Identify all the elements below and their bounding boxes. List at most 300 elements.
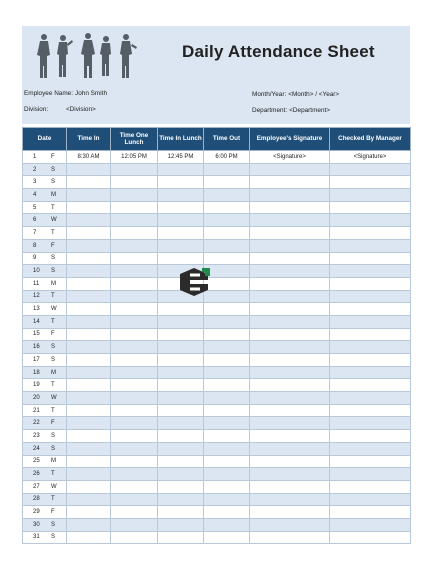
column-header-time-in-lunch: Time In Lunch [158, 128, 204, 151]
employee-signature-cell[interactable] [250, 189, 330, 202]
table-row [23, 392, 411, 405]
employee-signature-cell[interactable] [250, 290, 330, 303]
lunch-in-cell[interactable] [158, 518, 204, 531]
time-out-cell[interactable] [204, 379, 250, 392]
table-row [23, 379, 411, 392]
day-of-week: M [51, 280, 56, 287]
date-cell[interactable] [23, 417, 67, 430]
employee-signature-cell[interactable] [250, 531, 330, 544]
time-in-cell[interactable] [67, 531, 111, 544]
date-cell[interactable] [23, 214, 67, 227]
manager-signature-cell[interactable] [330, 518, 411, 531]
time-in-cell[interactable] [67, 176, 111, 189]
lunch-in-cell[interactable] [158, 480, 204, 493]
lunch-out-cell[interactable] [111, 303, 158, 316]
time-in-cell[interactable] [67, 455, 111, 468]
time-in-cell[interactable] [67, 404, 111, 417]
table-row [23, 480, 411, 493]
lunch-out-cell[interactable] [111, 531, 158, 544]
lunch-out-cell[interactable] [111, 315, 158, 328]
lunch-out-cell[interactable] [111, 404, 158, 417]
time-in-cell[interactable] [67, 189, 111, 202]
employee-signature-cell[interactable] [250, 265, 330, 278]
time-out-cell[interactable] [204, 341, 250, 354]
time-in-cell[interactable] [67, 417, 111, 430]
lunch-out-cell[interactable] [111, 189, 158, 202]
day-of-week: T [51, 229, 55, 236]
employee-signature-cell[interactable] [250, 404, 330, 417]
time-in-cell[interactable] [67, 227, 111, 240]
employee-name-value: John Smith [75, 90, 108, 97]
time-in-cell[interactable] [67, 341, 111, 354]
lunch-out-cell[interactable] [111, 392, 158, 405]
column-header-checked-by-manager: Checked By Manager [330, 128, 411, 151]
lunch-in-cell[interactable] [158, 404, 204, 417]
lunch-in-cell[interactable] [158, 214, 204, 227]
manager-signature-cell[interactable] [330, 290, 411, 303]
day-number: 25 [33, 458, 40, 465]
manager-signature-cell[interactable] [330, 468, 411, 481]
table-row [23, 366, 411, 379]
employee-signature-cell[interactable] [250, 506, 330, 519]
day-number: 30 [33, 521, 40, 528]
employee-signature-cell[interactable] [250, 468, 330, 481]
lunch-out-cell[interactable] [111, 442, 158, 455]
date-cell[interactable] [23, 189, 67, 202]
day-number: 27 [33, 483, 40, 490]
employee-signature-cell[interactable] [250, 480, 330, 493]
day-of-week: M [51, 369, 56, 376]
time-in-cell[interactable] [67, 379, 111, 392]
attendance-sheet [22, 26, 410, 541]
manager-signature-cell[interactable] [330, 176, 411, 189]
manager-signature-cell[interactable] [330, 404, 411, 417]
lunch-in-cell[interactable] [158, 303, 204, 316]
date-cell[interactable] [23, 531, 67, 544]
manager-signature-cell[interactable] [330, 214, 411, 227]
manager-signature-cell[interactable] [330, 531, 411, 544]
date-cell[interactable] [23, 201, 67, 214]
lunch-in-cell[interactable] [158, 493, 204, 506]
time-out-cell[interactable] [204, 468, 250, 481]
day-of-week: F [51, 509, 55, 516]
lunch-in-cell[interactable] [158, 379, 204, 392]
lunch-in-cell[interactable] [158, 366, 204, 379]
day-number: 9 [33, 255, 37, 262]
date-cell[interactable] [23, 328, 67, 341]
lunch-in-cell[interactable] [158, 252, 204, 265]
department-label: Department: [252, 107, 288, 114]
month-year-value: <Month> / <Year> [288, 91, 340, 98]
employee-signature-cell[interactable] [250, 303, 330, 316]
time-out-cell[interactable] [204, 417, 250, 430]
table-row [23, 315, 411, 328]
time-in-cell[interactable] [67, 468, 111, 481]
date-cell[interactable] [23, 151, 67, 164]
table-row [23, 404, 411, 417]
time-in-cell[interactable] [67, 430, 111, 443]
table-row [23, 227, 411, 240]
time-in-cell[interactable] [67, 201, 111, 214]
table-row [23, 506, 411, 519]
manager-signature-cell[interactable] [330, 354, 411, 367]
date-cell[interactable] [23, 430, 67, 443]
table-row [23, 189, 411, 202]
table-row [23, 265, 411, 278]
date-cell[interactable] [23, 239, 67, 252]
table-row [23, 176, 411, 189]
employee-signature-cell[interactable] [250, 379, 330, 392]
manager-signature-cell[interactable] [330, 328, 411, 341]
column-header-time-in: Time In [67, 128, 111, 151]
lunch-out-cell[interactable] [111, 379, 158, 392]
employee-signature-cell[interactable] [250, 214, 330, 227]
time-out-cell[interactable] [204, 252, 250, 265]
day-of-week: T [51, 204, 55, 211]
date-cell[interactable] [23, 480, 67, 493]
time-out-cell[interactable] [204, 531, 250, 544]
employee-signature-cell[interactable] [250, 201, 330, 214]
lunch-out-cell[interactable]: 12:05 PM [111, 151, 158, 164]
time-out-cell[interactable] [204, 366, 250, 379]
manager-signature-cell[interactable] [330, 227, 411, 240]
lunch-in-cell[interactable] [158, 430, 204, 443]
table-row [23, 277, 411, 290]
time-in-cell[interactable] [67, 366, 111, 379]
day-of-week: S [51, 179, 56, 186]
month-year-field [252, 91, 339, 98]
manager-signature-cell[interactable] [330, 303, 411, 316]
lunch-out-cell[interactable] [111, 239, 158, 252]
lunch-out-cell[interactable] [111, 277, 158, 290]
time-out-cell[interactable] [204, 227, 250, 240]
employee-signature-cell[interactable] [250, 239, 330, 252]
lunch-in-cell[interactable] [158, 315, 204, 328]
day-of-week: W [51, 483, 57, 490]
day-of-week: T [51, 293, 55, 300]
day-of-week: S [51, 432, 56, 439]
manager-signature-cell[interactable] [330, 239, 411, 252]
day-number: 6 [33, 217, 37, 224]
date-cell[interactable] [23, 404, 67, 417]
manager-signature-cell[interactable] [330, 506, 411, 519]
date-cell[interactable] [23, 163, 67, 176]
time-out-cell[interactable] [204, 189, 250, 202]
lunch-out-cell[interactable] [111, 366, 158, 379]
department-value: <Department> [289, 107, 331, 114]
day-of-week: W [51, 217, 57, 224]
employee-signature-cell[interactable] [250, 455, 330, 468]
date-cell[interactable] [23, 442, 67, 455]
time-in-cell[interactable] [67, 252, 111, 265]
day-number: 15 [33, 331, 40, 338]
date-cell[interactable] [23, 341, 67, 354]
employee-signature-cell[interactable] [250, 252, 330, 265]
table-row [23, 290, 411, 303]
lunch-in-cell[interactable] [158, 417, 204, 430]
day-of-week: T [51, 318, 55, 325]
time-in-cell[interactable] [67, 163, 111, 176]
lunch-in-cell[interactable] [158, 468, 204, 481]
table-row [23, 417, 411, 430]
time-in-cell[interactable] [67, 392, 111, 405]
time-in-cell[interactable] [67, 239, 111, 252]
lunch-out-cell[interactable] [111, 201, 158, 214]
time-out-cell[interactable] [204, 442, 250, 455]
manager-signature-cell[interactable] [330, 189, 411, 202]
date-cell[interactable] [23, 290, 67, 303]
time-in-cell[interactable] [67, 303, 111, 316]
employee-name-field [24, 90, 107, 97]
date-cell[interactable] [23, 176, 67, 189]
time-out-cell[interactable] [204, 176, 250, 189]
time-in-cell[interactable] [67, 277, 111, 290]
date-cell[interactable] [23, 379, 67, 392]
day-number: 5 [33, 204, 37, 211]
table-row [23, 151, 411, 164]
day-of-week: S [51, 521, 56, 528]
time-in-cell[interactable] [67, 518, 111, 531]
division-label: Division: [24, 106, 49, 113]
time-in-cell[interactable] [67, 480, 111, 493]
day-number: 3 [33, 179, 37, 186]
time-out-cell[interactable] [204, 480, 250, 493]
time-out-cell[interactable] [204, 315, 250, 328]
time-in-cell[interactable] [67, 315, 111, 328]
column-header-time-out: Time Out [204, 128, 250, 151]
date-cell[interactable] [23, 366, 67, 379]
time-out-cell[interactable] [204, 354, 250, 367]
day-number: 31 [33, 534, 40, 541]
time-in-cell[interactable] [67, 506, 111, 519]
manager-signature-cell[interactable] [330, 201, 411, 214]
date-cell[interactable] [23, 252, 67, 265]
day-number: 18 [33, 369, 40, 376]
time-in-cell[interactable] [67, 354, 111, 367]
lunch-out-cell[interactable] [111, 480, 158, 493]
manager-signature-cell[interactable] [330, 442, 411, 455]
lunch-in-cell[interactable] [158, 341, 204, 354]
table-row [23, 354, 411, 367]
table-row [23, 163, 411, 176]
employee-signature-cell[interactable] [250, 442, 330, 455]
day-number: 14 [33, 318, 40, 325]
table-row [23, 442, 411, 455]
time-out-cell[interactable] [204, 214, 250, 227]
date-cell[interactable] [23, 277, 67, 290]
lunch-out-cell[interactable] [111, 265, 158, 278]
date-cell[interactable] [23, 265, 67, 278]
manager-signature-cell[interactable] [330, 277, 411, 290]
day-number: 1 [33, 153, 37, 160]
day-number: 2 [33, 166, 37, 173]
time-out-cell[interactable] [204, 163, 250, 176]
time-in-cell[interactable] [67, 493, 111, 506]
lunch-in-cell[interactable] [158, 239, 204, 252]
lunch-out-cell[interactable] [111, 455, 158, 468]
employee-signature-cell[interactable] [250, 417, 330, 430]
manager-signature-cell[interactable] [330, 252, 411, 265]
manager-signature-cell[interactable] [330, 265, 411, 278]
day-number: 12 [33, 293, 40, 300]
date-cell[interactable] [23, 354, 67, 367]
time-out-cell[interactable] [204, 303, 250, 316]
lunch-out-cell[interactable] [111, 417, 158, 430]
lunch-in-cell[interactable] [158, 531, 204, 544]
lunch-in-cell[interactable] [158, 442, 204, 455]
time-in-cell[interactable] [67, 290, 111, 303]
date-cell[interactable] [23, 506, 67, 519]
manager-signature-cell[interactable] [330, 315, 411, 328]
date-cell[interactable] [23, 493, 67, 506]
date-cell[interactable] [23, 392, 67, 405]
employee-signature-cell[interactable] [250, 277, 330, 290]
lunch-in-cell[interactable]: 12:45 PM [158, 151, 204, 164]
lunch-in-cell[interactable] [158, 176, 204, 189]
date-cell[interactable] [23, 315, 67, 328]
day-number: 4 [33, 191, 37, 198]
lunch-out-cell[interactable] [111, 163, 158, 176]
day-number: 17 [33, 356, 40, 363]
time-out-cell[interactable] [204, 201, 250, 214]
employee-signature-cell[interactable] [250, 315, 330, 328]
lunch-out-cell[interactable] [111, 493, 158, 506]
manager-signature-cell[interactable] [330, 417, 411, 430]
day-number: 19 [33, 382, 40, 389]
logo-watermark-icon [178, 266, 212, 298]
day-number: 22 [33, 420, 40, 427]
time-out-cell[interactable] [204, 239, 250, 252]
lunch-in-cell[interactable] [158, 201, 204, 214]
day-of-week: S [51, 344, 56, 351]
lunch-out-cell[interactable] [111, 430, 158, 443]
lunch-out-cell[interactable] [111, 252, 158, 265]
column-header-time-one-lunch: Time One Lunch [111, 128, 158, 151]
manager-signature-cell[interactable] [330, 480, 411, 493]
manager-signature-cell[interactable] [330, 163, 411, 176]
date-cell[interactable] [23, 468, 67, 481]
day-number: 28 [33, 496, 40, 503]
department-field [252, 107, 330, 114]
month-year-label: Month/Year: [252, 91, 287, 98]
manager-signature-cell[interactable] [330, 455, 411, 468]
manager-signature-cell[interactable] [330, 392, 411, 405]
employee-signature-cell[interactable] [250, 366, 330, 379]
lunch-out-cell[interactable] [111, 506, 158, 519]
day-number: 20 [33, 394, 40, 401]
lunch-out-cell[interactable] [111, 354, 158, 367]
time-out-cell[interactable] [204, 392, 250, 405]
employee-signature-cell[interactable]: <Signature> [250, 151, 330, 164]
manager-signature-cell[interactable] [330, 430, 411, 443]
lunch-out-cell[interactable] [111, 214, 158, 227]
lunch-in-cell[interactable] [158, 455, 204, 468]
employee-signature-cell[interactable] [250, 518, 330, 531]
employee-signature-cell[interactable] [250, 328, 330, 341]
day-of-week: M [51, 191, 56, 198]
manager-signature-cell[interactable] [330, 366, 411, 379]
table-row [23, 214, 411, 227]
lunch-out-cell[interactable] [111, 518, 158, 531]
time-out-cell[interactable] [204, 430, 250, 443]
table-row [23, 455, 411, 468]
lunch-out-cell[interactable] [111, 290, 158, 303]
date-cell[interactable] [23, 455, 67, 468]
table-row [23, 328, 411, 341]
time-in-cell[interactable] [67, 214, 111, 227]
time-out-cell[interactable] [204, 404, 250, 417]
day-of-week: S [51, 268, 56, 275]
time-out-cell[interactable] [204, 506, 250, 519]
day-number: 29 [33, 509, 40, 516]
employee-signature-cell[interactable] [250, 430, 330, 443]
employee-name-label: Employee Name: [24, 90, 74, 97]
table-row [23, 239, 411, 252]
manager-signature-cell[interactable] [330, 379, 411, 392]
time-out-cell[interactable] [204, 328, 250, 341]
time-out-cell[interactable]: 6:00 PM [204, 151, 250, 164]
date-cell[interactable] [23, 518, 67, 531]
lunch-out-cell[interactable] [111, 341, 158, 354]
lunch-in-cell[interactable] [158, 392, 204, 405]
lunch-out-cell[interactable] [111, 468, 158, 481]
manager-signature-cell[interactable] [330, 493, 411, 506]
division-value: <Division> [65, 106, 96, 113]
employee-signature-cell[interactable] [250, 354, 330, 367]
employee-signature-cell[interactable] [250, 392, 330, 405]
lunch-in-cell[interactable] [158, 163, 204, 176]
employee-signature-cell[interactable] [250, 227, 330, 240]
day-of-week: F [51, 242, 55, 249]
day-number: 26 [33, 471, 40, 478]
day-number: 16 [33, 344, 40, 351]
time-in-cell[interactable] [67, 328, 111, 341]
lunch-out-cell[interactable] [111, 227, 158, 240]
employee-signature-cell[interactable] [250, 493, 330, 506]
table-row [23, 341, 411, 354]
day-of-week: F [51, 420, 55, 427]
lunch-out-cell[interactable] [111, 176, 158, 189]
table-row [23, 531, 411, 544]
lunch-in-cell[interactable] [158, 227, 204, 240]
lunch-out-cell[interactable] [111, 328, 158, 341]
lunch-in-cell[interactable] [158, 506, 204, 519]
day-of-week: W [51, 306, 57, 313]
lunch-in-cell[interactable] [158, 189, 204, 202]
day-of-week: F [51, 331, 55, 338]
manager-signature-cell[interactable]: <Signature> [330, 151, 411, 164]
lunch-in-cell[interactable] [158, 354, 204, 367]
day-number: 7 [33, 229, 37, 236]
employee-signature-cell[interactable] [250, 163, 330, 176]
day-number: 13 [33, 306, 40, 313]
time-in-cell[interactable] [67, 442, 111, 455]
time-out-cell[interactable] [204, 455, 250, 468]
employee-signature-cell[interactable] [250, 341, 330, 354]
manager-signature-cell[interactable] [330, 341, 411, 354]
time-out-cell[interactable] [204, 493, 250, 506]
time-out-cell[interactable] [204, 518, 250, 531]
date-cell[interactable] [23, 303, 67, 316]
time-in-cell[interactable] [67, 265, 111, 278]
page-title: Daily Attendance Sheet [182, 42, 375, 61]
day-number: 11 [33, 280, 40, 287]
attendance-table [22, 127, 411, 544]
lunch-in-cell[interactable] [158, 328, 204, 341]
date-cell[interactable] [23, 227, 67, 240]
employee-signature-cell[interactable] [250, 176, 330, 189]
time-in-cell[interactable]: 8:30 AM [67, 151, 111, 164]
